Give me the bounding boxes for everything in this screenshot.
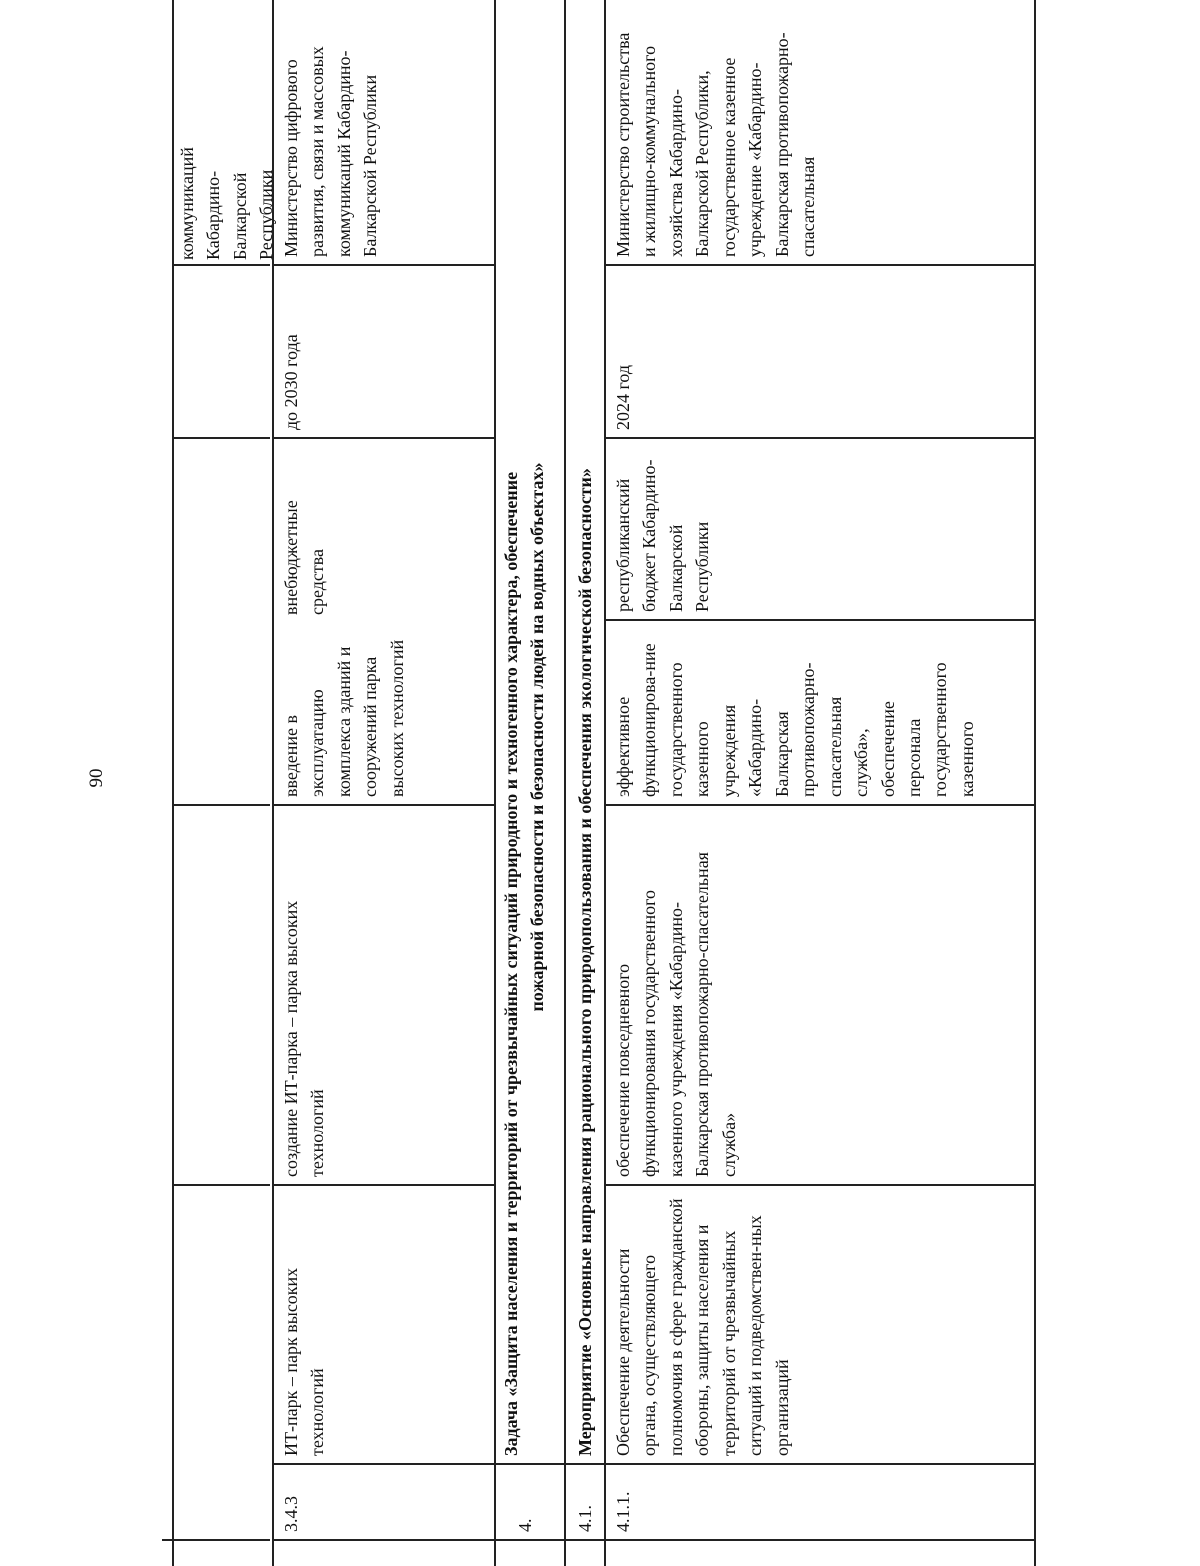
col-line — [494, 1539, 564, 1541]
col-line — [604, 437, 1034, 439]
col-line — [172, 437, 270, 439]
measure-number: 4.1. — [575, 1505, 595, 1532]
row-divider — [564, 0, 566, 1566]
row-number: 4.1.1. — [613, 1491, 633, 1532]
executor-text: Министерство цифрового развития, связи и массовых коммуникаций Кабардино-Балкарской Республики — [281, 46, 381, 257]
text-line: Балкарской — [229, 172, 250, 260]
measure-heading: Мероприятие «Основные направления рационального природопользования и обеспечения экологической безопасности» — [575, 468, 595, 1456]
measure-name: Обеспечение деятельности органа, осуществляющего полномочия в сфере гражданской обороны, защиты населения и территорий от чрезвычайных ситуаций и подведомствен-ных организаций — [613, 1198, 792, 1456]
executor-text: Министерство строительства и жилищно-коммунального хозяйства Кабардино-Балкарской Республики, государственное казенное учреждение «Кабардино-Балкарская противопожарно-спасательная — [613, 32, 819, 257]
col-line — [272, 1463, 494, 1465]
col-line — [272, 1184, 494, 1186]
funding-text: внебюджетные средства — [281, 500, 328, 615]
col-line — [604, 1463, 1034, 1465]
page-number: 90 — [86, 768, 107, 788]
term-text: 2024 год — [613, 364, 633, 430]
text-line: Республики — [256, 169, 277, 260]
col-line — [564, 1463, 604, 1465]
col-line — [604, 264, 1034, 266]
task-heading-line: пожарной безопасности и безопасности людей на водных объектах» — [527, 462, 548, 1012]
col-line — [272, 804, 494, 806]
term-text: до 2030 года — [281, 334, 301, 430]
task-heading-line: Задача «Защита населения и территорий от чрезвычайных ситуаций природного и техногенного характера, обеспечение — [501, 471, 521, 1456]
col-line — [172, 804, 270, 806]
col-line — [564, 1539, 604, 1541]
col-line — [272, 437, 494, 439]
task-heading — [496, 12, 552, 1462]
row-divider — [604, 0, 606, 1566]
table-bottom-line — [1034, 0, 1036, 1566]
funding-text: республиканский бюджет Кабардино-Балкарской Республики — [613, 459, 713, 612]
col-line — [604, 1184, 1034, 1186]
col-line — [162, 1539, 270, 1541]
text-line: коммуникаций — [177, 147, 197, 260]
col-line — [494, 1463, 564, 1465]
result-text: эффективное функционирова-ние государственного казенного учреждения «Кабардино-Балкарская противопожарно-спасательная служба», обеспечение персонала государственного казенного — [613, 643, 977, 797]
task-text: создание ИТ-парка – парка высоких технологий — [281, 900, 328, 1177]
task-text: обеспечение повседневного функционирования государственного казенного учреждения «Кабардино-Балкарская противопожарно-спасательная служба» — [613, 852, 739, 1177]
col-line — [604, 804, 1034, 806]
col-line — [172, 1184, 270, 1186]
row-number: 3.4.3 — [281, 1496, 301, 1532]
text-line: Кабардино- — [203, 170, 224, 260]
col-line — [272, 1539, 494, 1541]
col-line — [604, 619, 1034, 621]
row-divider — [272, 0, 274, 1566]
col-line — [272, 264, 494, 266]
task-number: 4. — [515, 1518, 535, 1532]
col-line — [604, 1539, 1034, 1541]
measure-name: ИТ-парк – парк высоких технологий — [281, 1267, 328, 1456]
executor-continuation — [172, 16, 277, 266]
result-text: введение в эксплуатацию комплекса зданий и сооружений парка высоких технологий — [281, 639, 407, 797]
